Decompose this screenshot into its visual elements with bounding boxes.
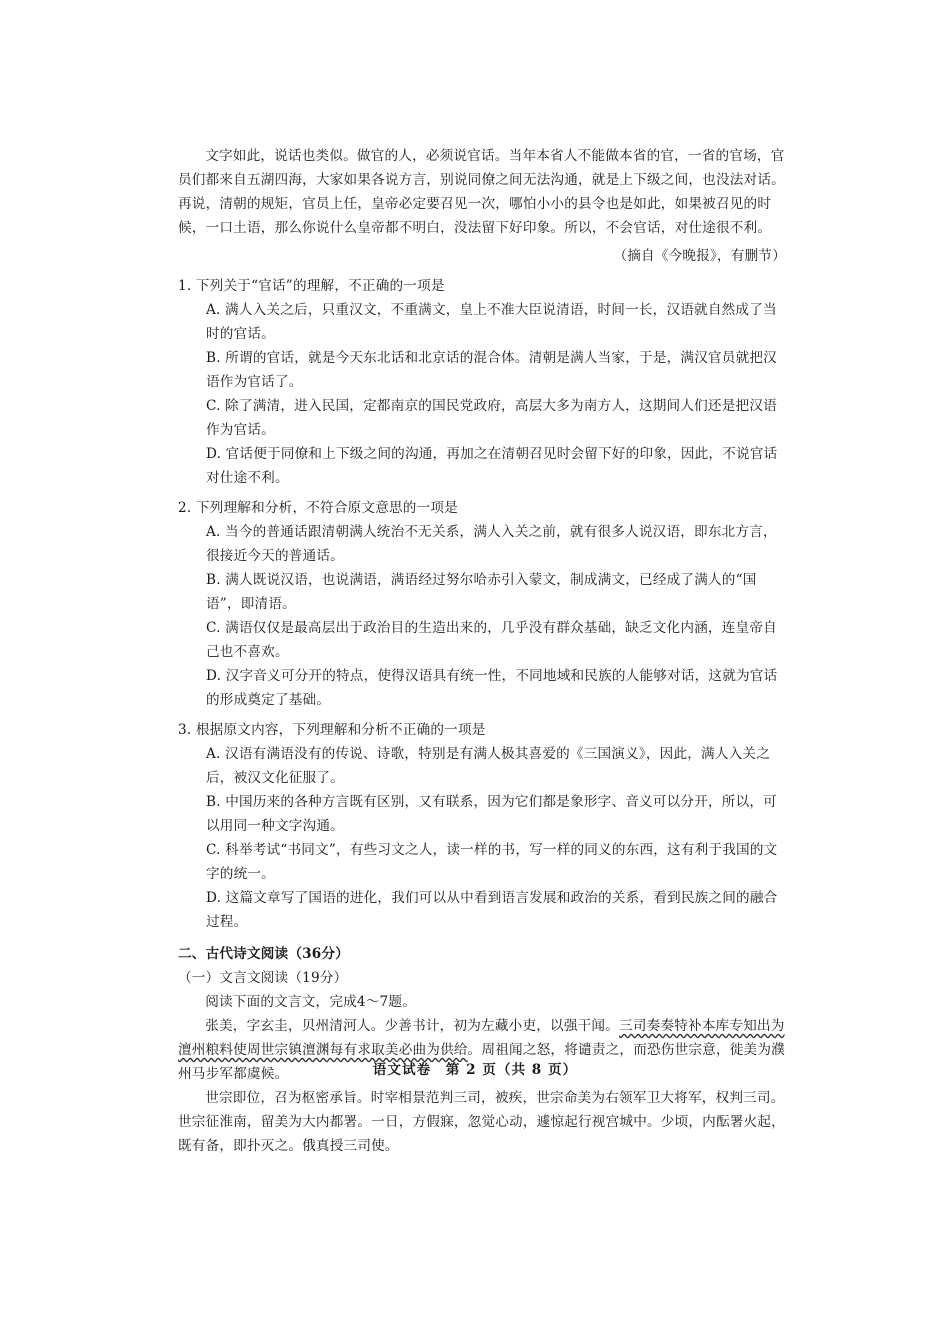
page-footer: 语文试卷 第 2 页（共 8 页） (372, 1062, 578, 1078)
question-2 (178, 496, 786, 712)
option-c: C. 科举考试“书同文”，有些习文之人，读一样的书，写一样的同义的东西，这有利于我国的文字的统一。 (206, 842, 778, 882)
sub-section-title: （一）文言文阅读（19分） (178, 970, 348, 986)
passage-source: （摘自《今晚报》，有删节） (613, 248, 786, 264)
wavy-underlined-text: 三司奏奏特补本库专知出为澶州粮料使周世宗镇澶渊每有求取美必曲为供给 (178, 1018, 785, 1058)
classical-text: 。周祖闻之怒，将谴责之，而恐伤世宗意，徙美为濮州马步军都虞候。 (178, 1042, 785, 1082)
question-stem: 3. 根据原文内容，下列理解和分析不正确的一项是 (178, 722, 486, 738)
page-content (178, 144, 786, 1158)
option-a: A. 满人入关之后，只重汉文，不重满文，皇上不准大臣说清语，时间一长，汉语就自然成了当时的官话。 (206, 302, 777, 342)
question-1 (178, 274, 786, 490)
option-b: B. 中国历来的各种方言既有区别，又有联系，因为它们都是象形字、音义可以分开，所以，可以用同一种文字沟通。 (206, 794, 777, 834)
option-d: D. 官话便于同僚和上下级之间的沟通，再加之在清朝召见时会留下好的印象，因此，不说官话对仕途不利。 (206, 446, 778, 486)
question-stem: 2. 下列理解和分析，不符合原文意思的一项是 (178, 500, 458, 516)
option-c: C. 除了满清，进入民国，定都南京的国民党政府，高层大多为南方人，这期间人们还是把汉语作为官话。 (206, 398, 777, 438)
option-d: D. 汉字音义可分开的特点，使得汉语具有统一性，不同地域和民族的人能够对话，这就为官话的形成奠定了基础。 (206, 668, 778, 708)
question-3 (178, 718, 786, 934)
classical-text: 张美，字玄圭，贝州清河人。少善书计，初为左藏小吏，以强干闻。 (205, 1018, 619, 1034)
option-c: C. 满语仅仅是最高层出于政治目的生造出来的，几乎没有群众基础，缺乏文化内涵，连皇帝自己也不喜欢。 (206, 620, 777, 660)
option-a: A. 当今的普通话跟清朝满人统治不无关系，满人入关之前，就有很多人说汉语，即东北方言，很接近今天的普通话。 (206, 524, 777, 564)
option-a: A. 汉语有满语没有的传说、诗歌，特别是有满人极其喜爱的《三国演义》，因此，满人入关之后，被汉文化征服了。 (206, 746, 771, 786)
reading-instruction: 阅读下面的文言文，完成4～7题。 (205, 994, 416, 1010)
question-stem: 1. 下列关于“官话”的理解，不正确的一项是 (178, 278, 445, 294)
section-title: 二、古代诗文阅读（36分） (178, 946, 350, 962)
option-b: B. 所谓的官话，就是今天东北话和北京话的混合体。清朝是满人当家，于是，满汉官员就把汉语作为官话了。 (206, 350, 777, 390)
classical-paragraph-2: 世宗即位，召为枢密承旨。时宰相景范判三司，被疾，世宗命美为右领军卫大将军，权判三司。世宗征淮南，留美为大内都署。一日，方假寐，忽觉心动，遽惊起行视宫城中。少顷，内酝署火起，既有备，即扑灭之。俄真授三司使。 (178, 1090, 785, 1154)
option-b: B. 满人既说汉语，也说满语，满语经过努尔哈赤引入蒙文，制成满文，已经成了满人的“国语”，即清语。 (206, 572, 757, 612)
option-d: D. 这篇文章写了国语的进化，我们可以从中看到语言发展和政治的关系，看到民族之间的融合过程。 (206, 890, 778, 930)
passage-paragraph: 文字如此，说话也类似。做官的人，必须说官话。当年本省人不能做本省的官，一省的官场，官员们都来自五湖四海，大家如果各说方言，别说同僚之间无法沟通，就是上下级之间，也没法对话。再说，清朝的规矩，官员上任，皇帝必定要召见一次，哪怕小小的县令也是如此，如果被召见的时候，一口土语，那么你说什么皇帝都不明白，没法留下好印象。所以，不会官话，对仕途很不利。 (178, 148, 785, 236)
